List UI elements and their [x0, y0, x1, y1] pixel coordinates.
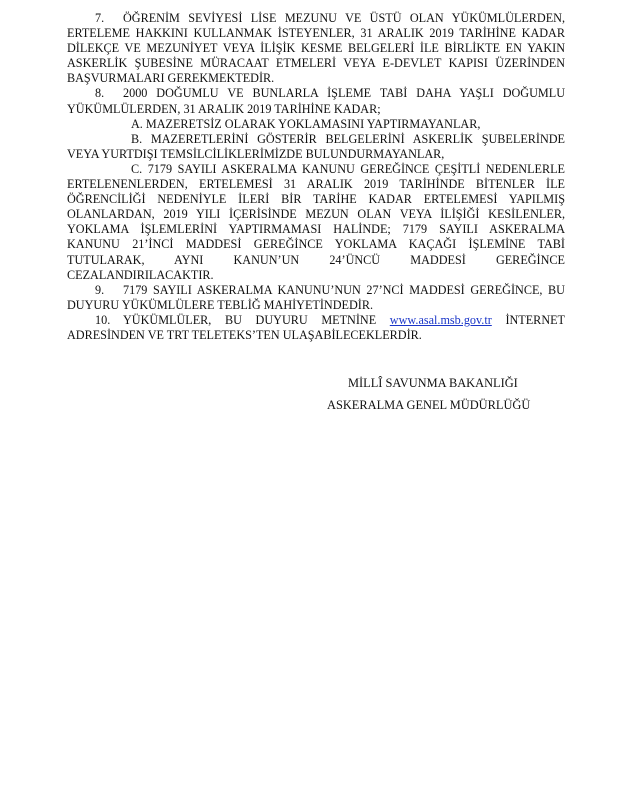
item-9-text: 7179 SAYILI ASKERALMA KANUNU’NUN 27’NCİ MADDESİ GEREĞİNCE, BU DUYURU YÜKÜMLÜLERE TEBLİĞ MAHİYETİNDEDİR. [67, 282, 565, 312]
item-10-text-after: İNTERNET ADRESİNDEN VE TRT TELETEKS’TEN ULAŞABİLECEKLERDİR. [67, 312, 566, 342]
signature-ministry: MİLLÎ SAVUNMA BAKANLIĞI [348, 376, 518, 390]
item-10-number: 10. [95, 312, 111, 327]
item-8-a: A. MAZERETSİZ OLARAK YOKLAMASINI YAPTIRMAYANLAR, [131, 116, 481, 131]
item-7 [67, 11, 565, 86]
item-8-c: C. 7179 SAYILI ASKERALMA KANUNU GEREĞİNCE ÇEŞİTLİ NEDENLERLE ERTELENENLERDEN, ERTELEMESİ 31 ARALIK 2019 TARİHİNDE BİTENLER İLE ÖĞRENCİLİĞİ NEDENİYLE İLERİ BİR TARİHE KADAR ERTELEMESİ YAPILMIŞ OLANLARDAN, 2019 YILI İÇERİSİNDE MEZUN OLAN VEYA İLİŞİĞİ KESİLENLER, YOKLAMA İŞLEMLERİNİ YAPTIRMAMASI HALİNDE; 7179 SAYILI ASKERALMA KANUNU 21’İNCİ MADDESİ GEREĞİNCE YOKLAMA KAÇAĞI İŞLEMİNE TABİ TUTULARAK, AYNI KANUN’UN 24’ÜNCÜ MADDESİ GEREĞİNCE CEZALANDIRILACAKTIR. [67, 161, 565, 282]
document-body [67, 11, 565, 343]
item-8-b: B. MAZERETLERİNİ GÖSTERİR BELGELERİNİ ASKERLİK ŞUBELERİNDE VEYA YURTDIŞI TEMSİLCİLİKLERİMİZDE BULUNDURMAYANLAR, [67, 131, 565, 161]
msb-website-link[interactable]: www.asal.msb.gov.tr [389, 312, 492, 327]
signature-directorate: ASKERALMA GENEL MÜDÜRLÜĞÜ [327, 398, 531, 412]
item-8 [67, 86, 565, 116]
item-10-text-before: YÜKÜMLÜLER, BU DUYURU METNİNE [123, 312, 377, 327]
item-7-number: 7. [95, 11, 105, 25]
item-8-text: 2000 DOĞUMLU VE BUNLARLA İŞLEME TABİ DAHA YAŞLI DOĞUMLU YÜKÜMLÜLERDEN, 31 ARALIK 2019 TARİHİNE KADAR; [67, 86, 565, 116]
item-8-number: 8. [95, 86, 105, 101]
item-9 [67, 283, 565, 313]
item-7-text: ÖĞRENİM SEVİYESİ LİSE MEZUNU VE ÜSTÜ OLAN YÜKÜMLÜLERDEN, ERTELEME HAKKINI KULLANMAK İSTEYENLER, 31 ARALIK 2019 TARİHİNE KADAR DİLEKÇE VE MEZUNİYET VEYA İLİŞİK KESME BELGELERİ İLE BİRLİKTE EN YAKIN ASKERLİK ŞUBESİNE MÜRACAAT ETMELERİ VEYA E-DEVLET KAPISI ÜZERİNDEN BAŞVURMALARI GEREKMEKTEDİR. [67, 11, 565, 86]
item-10 [67, 313, 565, 343]
item-9-number: 9. [95, 282, 105, 297]
